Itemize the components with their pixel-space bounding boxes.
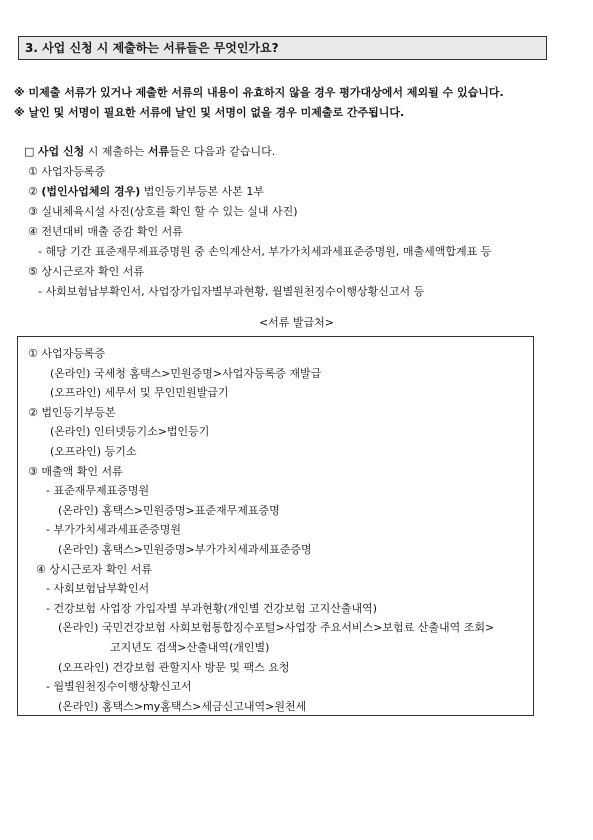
document-item: ① 사업자등록증 (28, 165, 106, 178)
document-item: ⑤ 상시근로자 확인 서류 (28, 265, 144, 278)
issue-line: (오프라인) 등기소 (50, 444, 137, 458)
issue-line: (온라인) 홈택스>my홈택스>세금신고내역>원천세 (58, 699, 307, 713)
notice-list (14, 83, 579, 123)
document-item: ② (법인사업체의 경우) 법인등기부등본 사본 1부 (28, 185, 265, 198)
issue-line: (온라인) 홈택스>민원증명>부가가치세과세표준증명 (58, 542, 312, 556)
issue-subheading: - 건강보험 사업장 가입자별 부과현황(개인별 건강보험 고지산출내역) (46, 601, 378, 615)
issue-line: (온라인) 국민건강보험 사회보험통합징수포털>사업장 주요서비스>보험료 산출내역 조회> (58, 621, 495, 635)
issue-subheading: - 사회보험납부확인서 (46, 582, 150, 596)
section-title: 3. 사업 신청 시 제출하는 서류들은 무엇인가요? (18, 36, 547, 60)
issue-caption: <서류 발급처> (258, 316, 335, 329)
issue-heading: ① 사업자등록증 (28, 347, 106, 360)
issue-subheading: - 표준재무제표증명원 (46, 484, 150, 498)
documents-intro: □ 사업 신청 시 제출하는 서류들은 다음과 같습니다. (24, 145, 276, 158)
document-subitem: - 해당 기간 표준재무제표증명원 중 손익계산서, 부가가치세과세표준증명원, 매출세액합계표 등 (38, 245, 492, 258)
document-item: ④ 전년대비 매출 증감 확인 서류 (28, 225, 183, 238)
issue-heading: ③ 매출액 확인 서류 (28, 464, 123, 478)
issue-line: (온라인) 홈택스>민원증명>표준재무제표증명 (58, 503, 280, 517)
required-documents (24, 142, 579, 302)
issue-line: (온라인) 국세청 홈택스>민원증명>사업자등록증 재발급 (50, 366, 322, 380)
issue-heading: ② 법인등기부등본 (28, 405, 116, 419)
issue-location-box (17, 336, 534, 716)
issue-heading: ④ 상시근로자 확인 서류 (36, 562, 152, 576)
notice-exclusion: ※ 미제출 서류가 있거나 제출한 서류의 내용이 유효하지 않을 경우 평가대상에서 제외될 수 있습니다. (14, 86, 504, 99)
issue-line: (오프라인) 세무서 및 무인민원발급기 (50, 386, 229, 400)
document-subitem: - 사회보험납부확인서, 사업장가입자별부과현황, 월별원천징수이행상황신고서 등 (38, 285, 425, 298)
issue-subheading: - 부가가치세과세표준증명원 (46, 523, 181, 537)
issue-subheading: - 월별원천징수이행상황신고서 (46, 680, 192, 694)
issue-line: (온라인) 인터넷등기소>법인등기 (50, 425, 210, 439)
document-item: ③ 실내체육시설 사진(상호를 확인 할 수 있는 실내 사진) (28, 205, 298, 218)
issue-line: 고지년도 검색>산출내역(개인별) (110, 640, 270, 654)
issue-line: (오프라인) 건강보험 관할지사 방문 및 팩스 요청 (58, 660, 290, 674)
notice-signature: ※ 날인 및 서명이 필요한 서류에 날인 및 서명이 없을 경우 미제출로 간주됩니다. (14, 106, 405, 119)
